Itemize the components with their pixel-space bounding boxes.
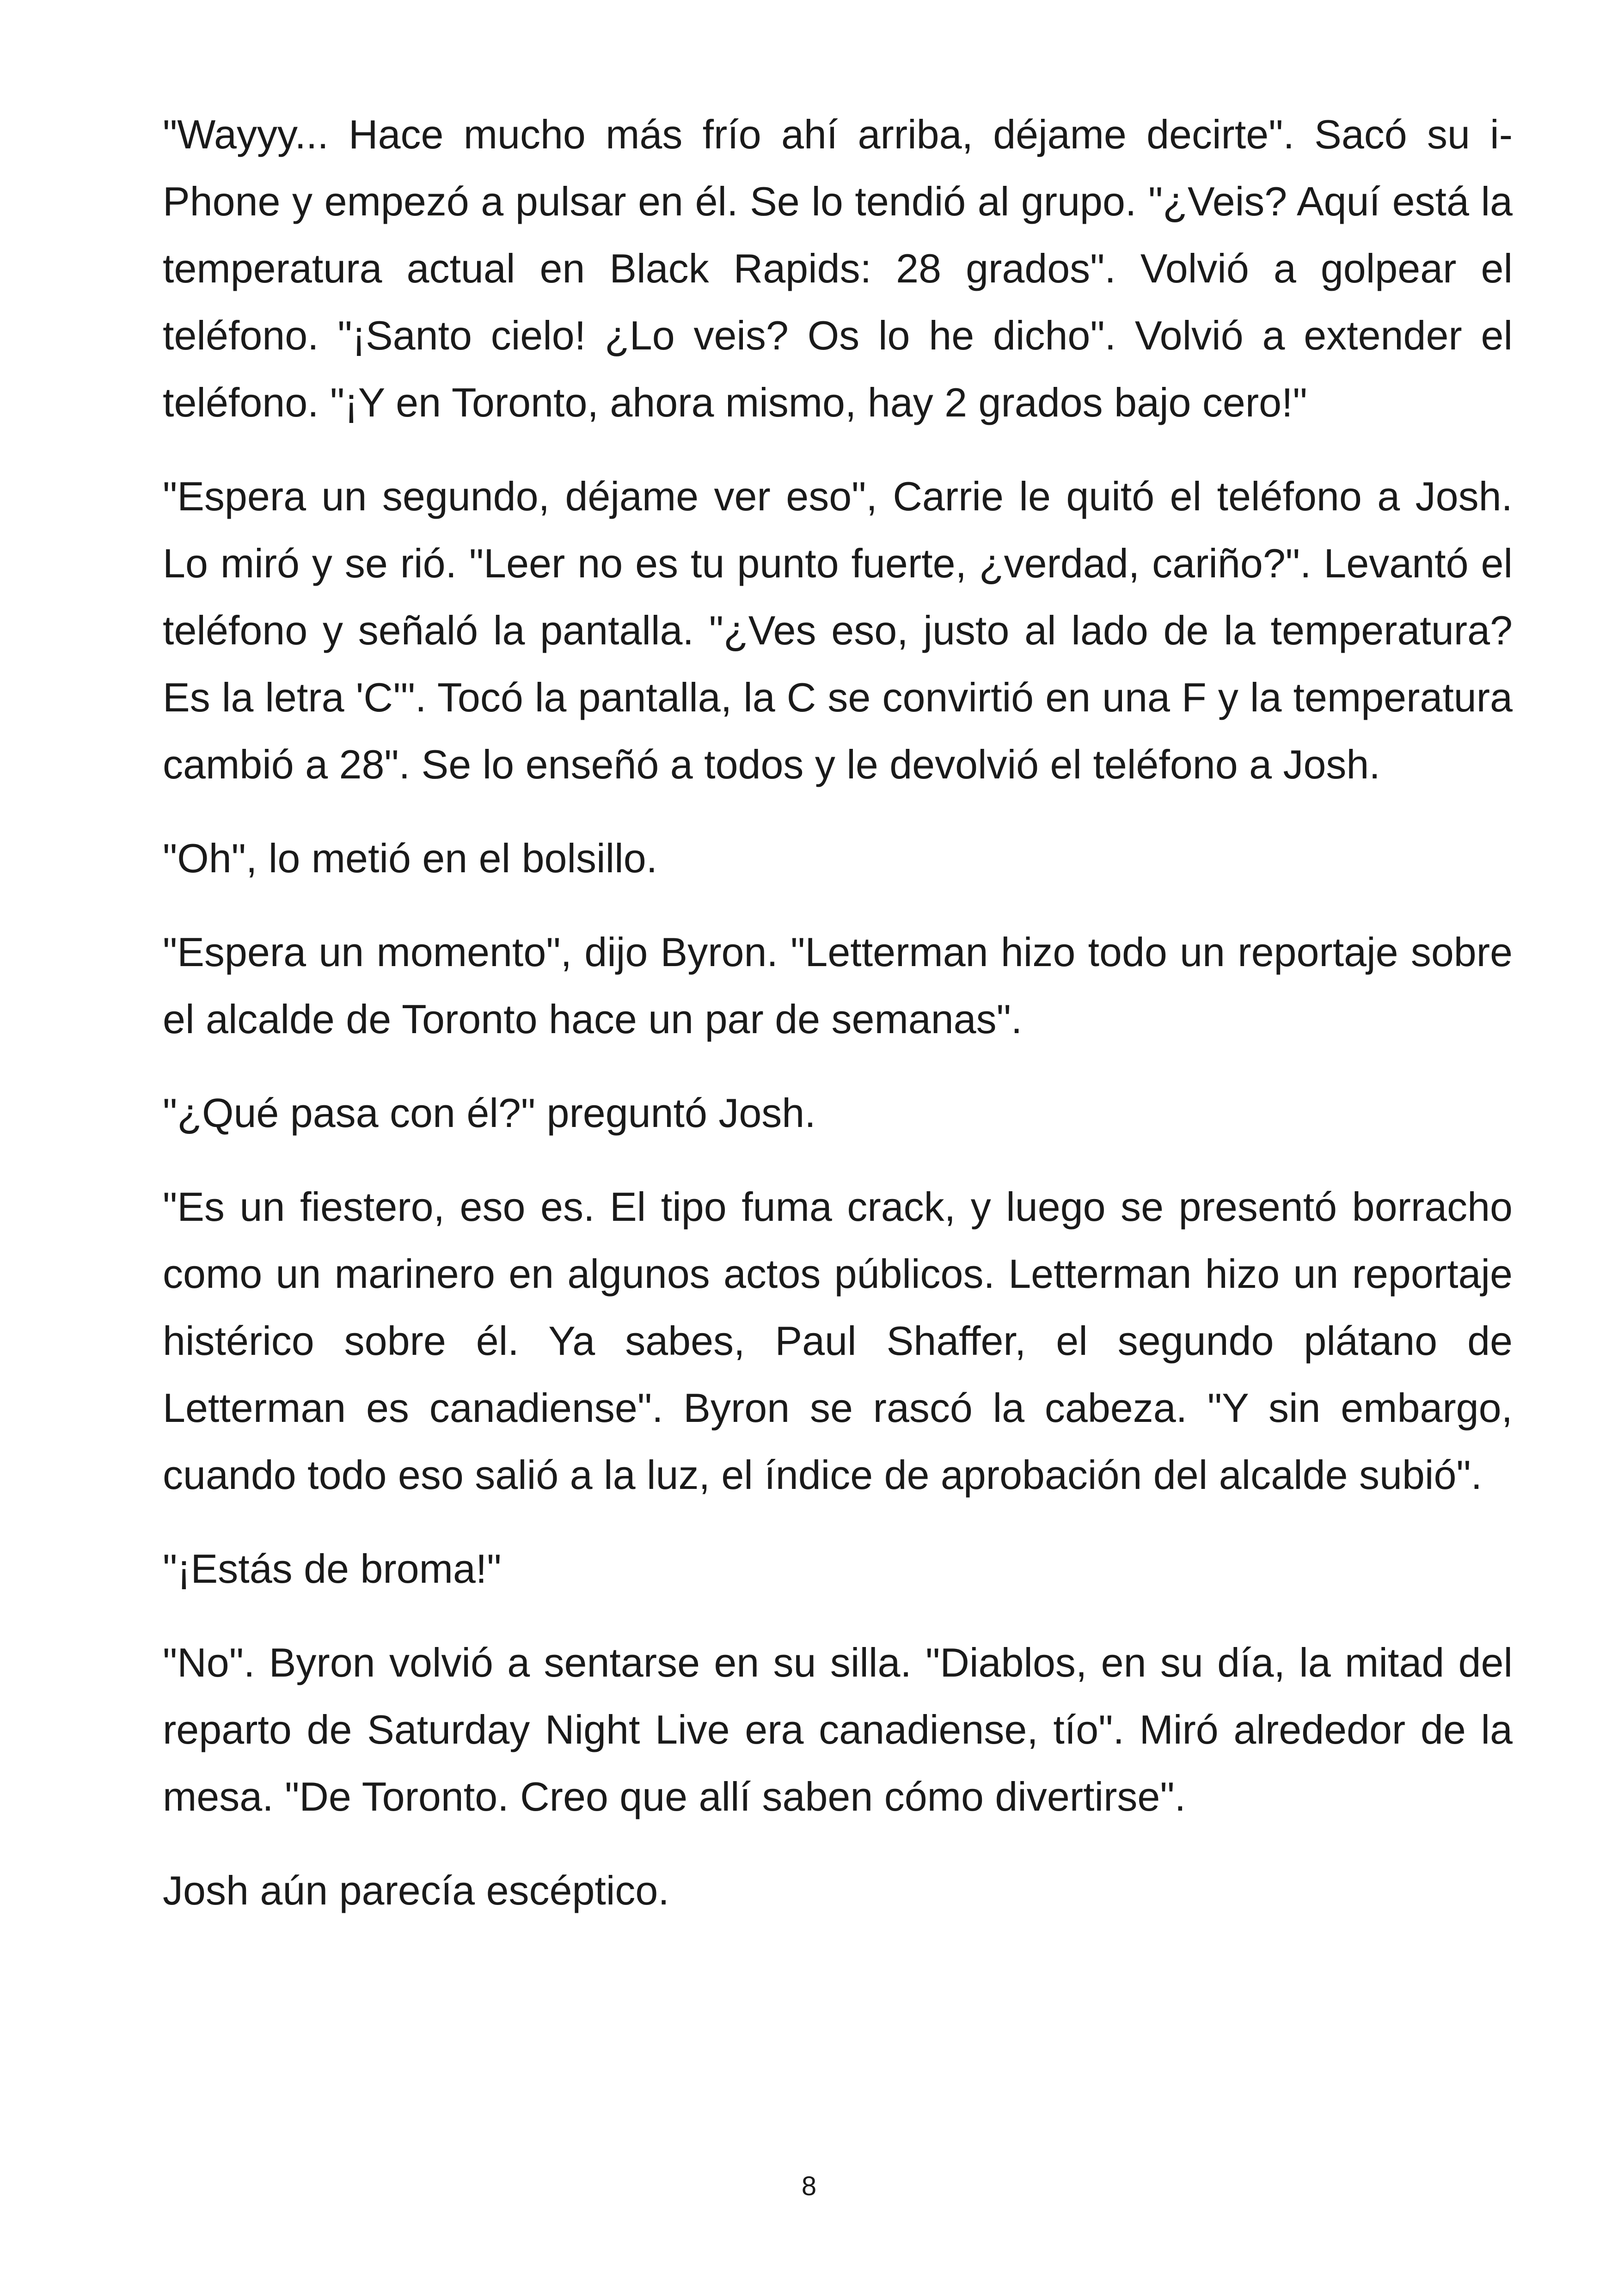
paragraph-2: "Espera un segundo, déjame ver eso", Carrie le quitó el teléfono a Josh. Lo miró y se rió. "Leer no es tu punto fuerte, ¿verdad, cariño?". Levantó el teléfono y señaló la pantalla. "¿Ves eso, justo al lado de la temperatura? Es la letra 'C'". Tocó la pantalla, la C se convirtió en una F y la temperatura cambió a 28". Se lo enseñó a todos y le devolvió el teléfono a Josh. — [163, 473, 1513, 787]
paragraph-4: "Espera un momento", dijo Byron. "Letterman hizo todo un reportaje sobre el alcalde de Toronto hace un par de semanas". — [163, 929, 1513, 1042]
page-body — [163, 101, 1513, 1951]
paragraph-5: "¿Qué pasa con él?" preguntó Josh. — [163, 1090, 816, 1136]
paragraph-9: Josh aún parecía escéptico. — [163, 1867, 669, 1913]
paragraph-7: "¡Estás de broma!" — [163, 1546, 502, 1592]
paragraph-3: "Oh", lo metió en el bolsillo. — [163, 835, 658, 881]
page-number: 8 — [801, 2171, 817, 2201]
paragraph-6: "Es un fiestero, eso es. El tipo fuma crack, y luego se presentó borracho como un marinero en algunos actos públicos. Letterman hizo un reportaje histérico sobre él. Ya sabes, Paul Shaffer, el segundo plátano de Letterman es canadiense". Byron se rascó la cabeza. "Y sin embargo, cuando todo eso salió a la luz, el índice de aprobación del alcalde subió". — [163, 1184, 1513, 1498]
paragraph-8: "No". Byron volvió a sentarse en su silla. "Diablos, en su día, la mitad del reparto de Saturday Night Live era canadiense, tío". Miró alrededor de la mesa. "De Toronto. Creo que allí saben cómo divertirse". — [163, 1640, 1513, 1819]
paragraph-1: "Wayyy... Hace mucho más frío ahí arriba, déjame decirte". Sacó su i-Phone y empezó a pulsar en él. Se lo tendió al grupo. "¿Veis? Aquí está la temperatura actual en Black Rapids: 28 grados". Volvió a golpear el teléfono. "¡Santo cielo! ¿Lo veis? Os lo he dicho". Volvió a extender el teléfono. "¡Y en Toronto, ahora mismo, hay 2 grados bajo cero!" — [163, 111, 1513, 425]
